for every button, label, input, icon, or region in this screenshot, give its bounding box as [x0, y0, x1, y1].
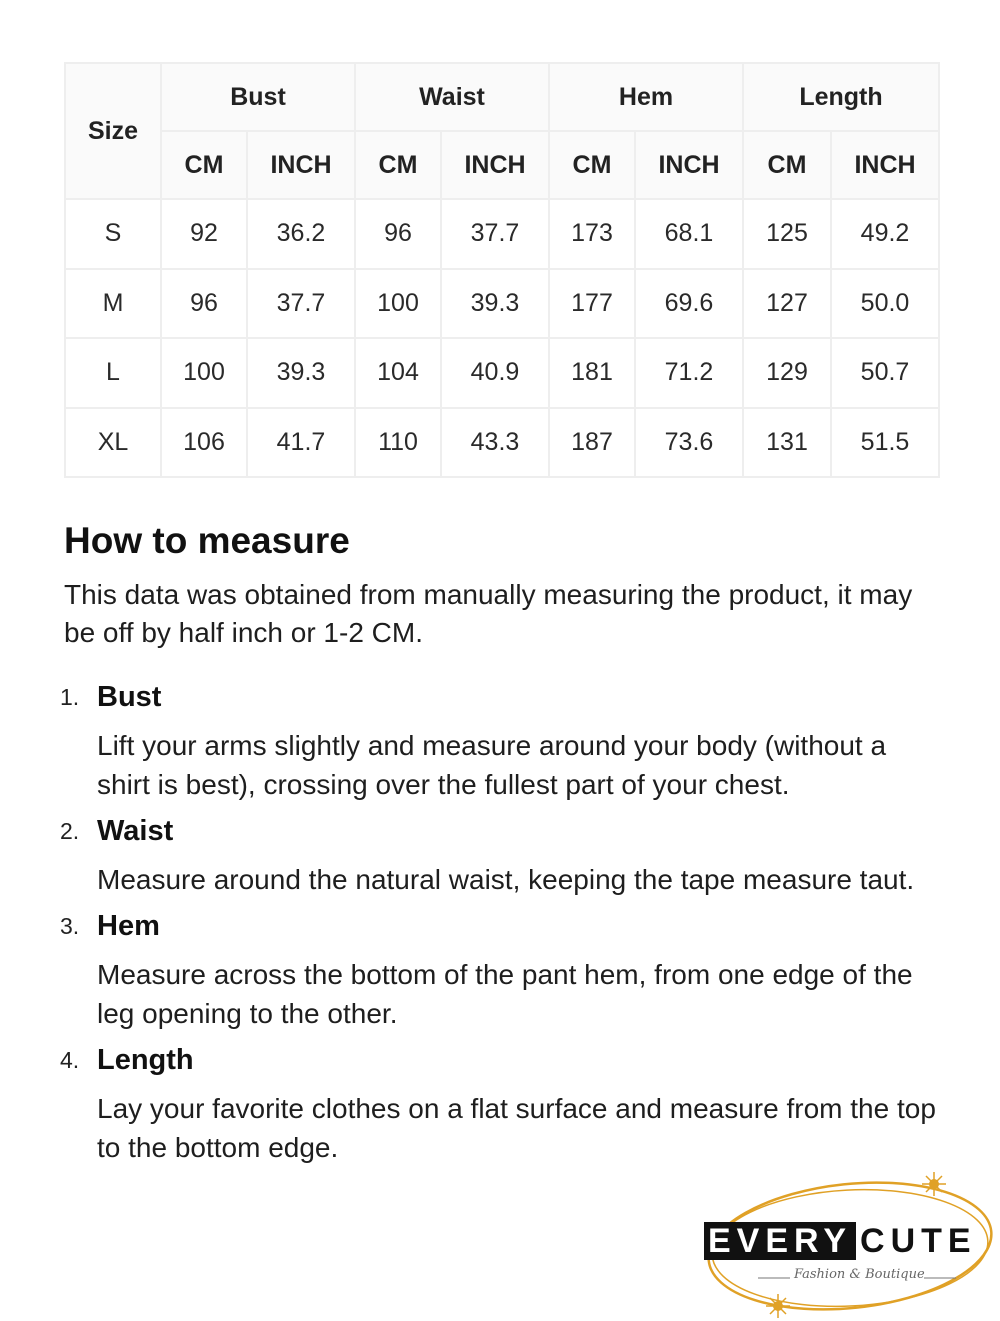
item-number: 1.: [60, 684, 80, 710]
measure-cell: 110: [355, 408, 441, 478]
unit-header: INCH: [247, 131, 355, 199]
measure-cell: 73.6: [635, 408, 743, 478]
size-cell: L: [65, 338, 161, 408]
item-description: Measure across the bottom of the pant hem, from one edge of the leg opening to the other.: [97, 959, 913, 1029]
brand-logo: [700, 1170, 1000, 1321]
guide-intro: This data was obtained from manually measuring the product, it may be off by half inch or 1-2 CM.: [64, 579, 913, 648]
measure-cell: 177: [549, 269, 635, 339]
item-term: Bust: [97, 681, 162, 713]
measure-cell: 51.5: [831, 408, 939, 478]
hem-header: Hem: [549, 63, 743, 131]
size-chart-table: [64, 62, 940, 478]
waist-header: Waist: [355, 63, 549, 131]
measure-item-waist: [60, 812, 944, 899]
logo-word-every: EVERY: [704, 1222, 856, 1260]
measure-cell: 49.2: [831, 199, 939, 269]
measure-cell: 181: [549, 338, 635, 408]
item-term: Waist: [97, 815, 174, 847]
unit-header: CM: [161, 131, 247, 199]
size-cell: S: [65, 199, 161, 269]
measure-cell: 104: [355, 338, 441, 408]
unit-header: INCH: [831, 131, 939, 199]
logo-wordmark: [704, 1222, 977, 1260]
measure-cell: 50.7: [831, 338, 939, 408]
measure-cell: 100: [161, 338, 247, 408]
item-term: Length: [97, 1044, 194, 1076]
measure-cell: 39.3: [247, 338, 355, 408]
measure-item-hem: [60, 907, 944, 1033]
measure-cell: 127: [743, 269, 831, 339]
guide-title: How to measure: [64, 520, 350, 561]
measure-cell: 68.1: [635, 199, 743, 269]
measure-cell: 43.3: [441, 408, 549, 478]
table-header-row-units: [65, 131, 939, 199]
table-row: [65, 408, 939, 478]
measure-cell: 96: [161, 269, 247, 339]
measure-cell: 187: [549, 408, 635, 478]
measure-cell: 37.7: [441, 199, 549, 269]
table-body: [65, 199, 939, 477]
item-number: 4.: [60, 1047, 80, 1073]
logo-word-cute: CUTE: [860, 1222, 977, 1260]
item-term: Hem: [97, 910, 160, 942]
unit-header: CM: [355, 131, 441, 199]
size-cell: XL: [65, 408, 161, 478]
item-description: Lay your favorite clothes on a flat surface and measure from the top to the bottom edge.: [97, 1093, 936, 1163]
unit-header: CM: [549, 131, 635, 199]
measure-cell: 96: [355, 199, 441, 269]
measure-cell: 69.6: [635, 269, 743, 339]
measure-cell: 131: [743, 408, 831, 478]
item-description: Measure around the natural waist, keeping the tape measure taut.: [97, 864, 915, 895]
measure-list: [60, 678, 944, 1167]
measure-item-bust: [60, 678, 944, 804]
bust-header: Bust: [161, 63, 355, 131]
table-row: [65, 338, 939, 408]
item-description: Lift your arms slightly and measure around your body (without a shirt is best), crossing over the fullest part of your chest.: [97, 730, 887, 800]
measure-cell: 100: [355, 269, 441, 339]
length-header: Length: [743, 63, 939, 131]
measure-cell: 129: [743, 338, 831, 408]
item-number: 2.: [60, 818, 80, 844]
measure-cell: 37.7: [247, 269, 355, 339]
measure-cell: 39.3: [441, 269, 549, 339]
table-row: [65, 199, 939, 269]
unit-header: CM: [743, 131, 831, 199]
measure-cell: 41.7: [247, 408, 355, 478]
unit-header: INCH: [441, 131, 549, 199]
item-number: 3.: [60, 913, 80, 939]
measure-guide: [60, 518, 944, 1175]
table-row: [65, 269, 939, 339]
unit-header: INCH: [635, 131, 743, 199]
logo-tagline: Fashion & Boutique: [794, 1267, 925, 1282]
measure-cell: 36.2: [247, 199, 355, 269]
size-header: Size: [65, 63, 161, 199]
measure-cell: 50.0: [831, 269, 939, 339]
measure-cell: 40.9: [441, 338, 549, 408]
measure-cell: 125: [743, 199, 831, 269]
measure-cell: 173: [549, 199, 635, 269]
table-header-row-groups: [65, 63, 939, 131]
measure-cell: 92: [161, 199, 247, 269]
measure-item-length: [60, 1041, 944, 1167]
measure-cell: 106: [161, 408, 247, 478]
size-cell: M: [65, 269, 161, 339]
measure-cell: 71.2: [635, 338, 743, 408]
